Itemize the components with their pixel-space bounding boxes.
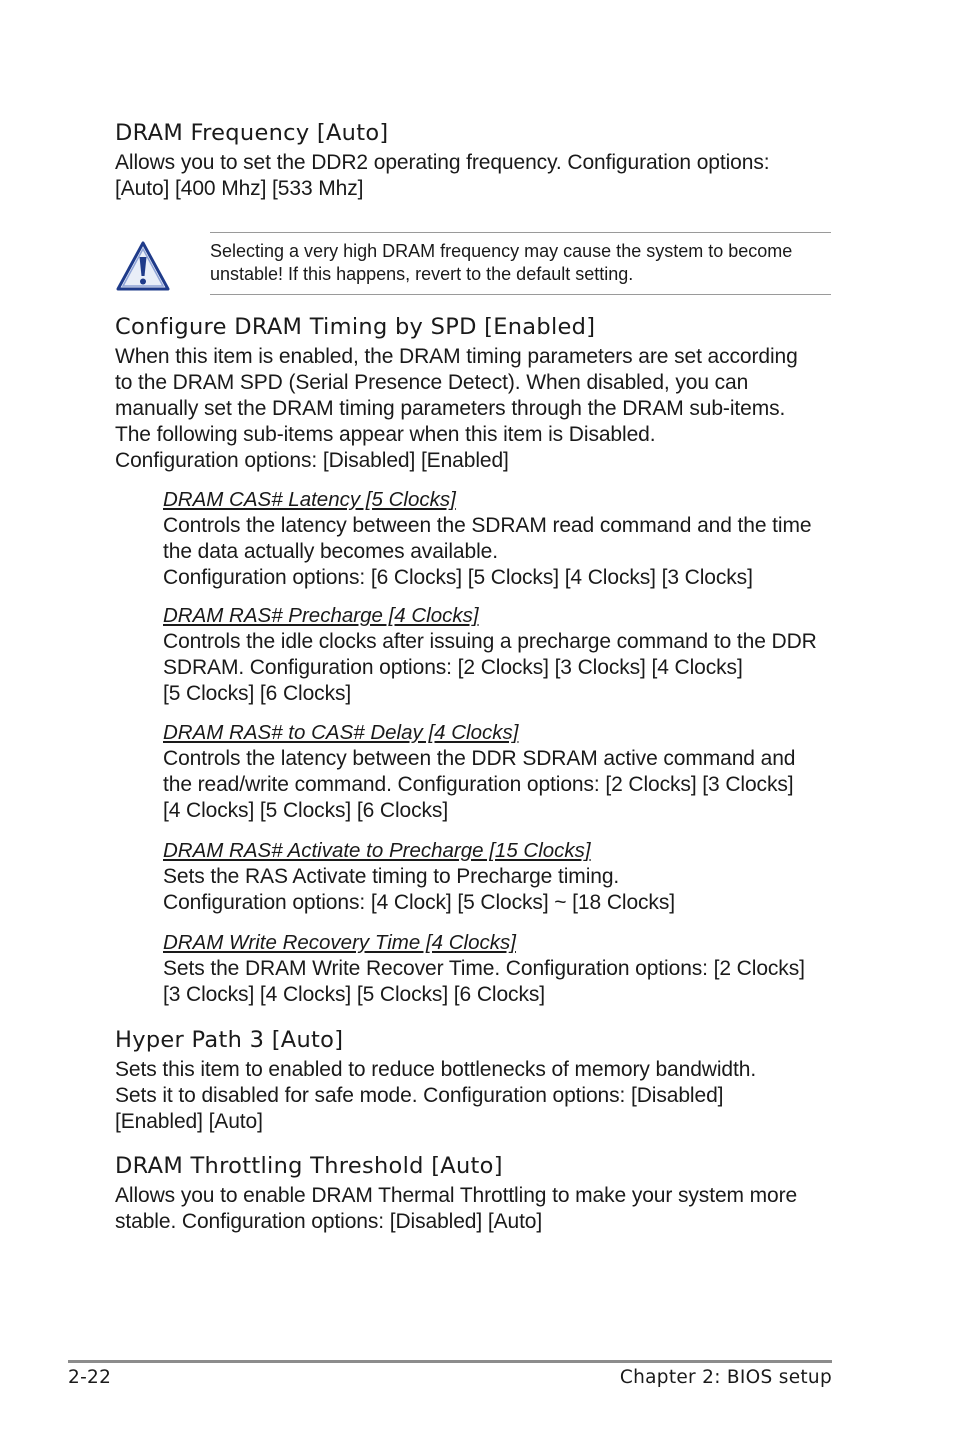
subitem-cas-latency bbox=[163, 487, 831, 591]
heading-dram-frequency: DRAM Frequency [Auto] bbox=[115, 120, 389, 146]
subitem-title: DRAM Write Recovery Time [4 Clocks] bbox=[163, 931, 516, 954]
page-number: 2-22 bbox=[68, 1367, 112, 1388]
subitem-title: DRAM RAS# to CAS# Delay [4 Clocks] bbox=[163, 721, 519, 744]
heading-dram-throttling: DRAM Throttling Threshold [Auto] bbox=[115, 1153, 503, 1179]
subitem-description: Sets the RAS Activate timing to Precharge timing. Configuration options: [4 Clock] [5 Clocks] ~ [18 Clocks] bbox=[163, 865, 675, 914]
heading-dram-timing-spd: Configure DRAM Timing by SPD [Enabled] bbox=[115, 314, 596, 340]
subitem-description: Controls the idle clocks after issuing a precharge command to the DDR SDRAM. Configuration options: [2 Clocks] [3 Clocks] [4 Clocks] [5 Clocks] [6 Clocks] bbox=[163, 630, 817, 705]
subitem-title: DRAM RAS# Precharge [4 Clocks] bbox=[163, 604, 479, 627]
subitem-description: Controls the latency between the SDRAM read command and the time the data actually becomes available. Configuration options: [6 Clocks] [5 Clocks] [4 Clocks] [3 Clocks] bbox=[163, 514, 812, 589]
para-dram-timing-spd: When this item is enabled, the DRAM timing parameters are set according to the DRAM SPD (Serial Presence Detect). When disabled, you can manually set the DRAM timing parameters through the DRAM sub-items. The following sub-items appear when this item is Disabled. Configuration options: [Disabled] [Enabled] bbox=[115, 345, 798, 472]
para-dram-frequency: Allows you to set the DDR2 operating frequency. Configuration options: [Auto] [400 Mhz] [533 Mhz] bbox=[115, 151, 770, 200]
heading-hyper-path: Hyper Path 3 [Auto] bbox=[115, 1027, 344, 1053]
subitem-ras-activate-precharge bbox=[163, 838, 831, 916]
footer-divider bbox=[68, 1360, 832, 1363]
subitem-description: Sets the DRAM Write Recover Time. Configuration options: [2 Clocks] [3 Clocks] [4 Clocks] [5 Clocks] [6 Clocks] bbox=[163, 957, 805, 1006]
para-dram-throttling: Allows you to enable DRAM Thermal Throttling to make your system more stable. Configuration options: [Disabled] [Auto] bbox=[115, 1184, 798, 1233]
warning-triangle-icon bbox=[115, 240, 171, 292]
subitem-title: DRAM RAS# Activate to Precharge [15 Clocks] bbox=[163, 839, 591, 862]
page-content bbox=[115, 116, 831, 1235]
warning-note-text: Selecting a very high DRAM frequency may cause the system to become unstable! If this happens, revert to the default setting. bbox=[210, 232, 831, 295]
subitem-ras-to-cas-delay bbox=[163, 720, 831, 824]
subitem-description: Controls the latency between the DDR SDRAM active command and the read/write command. Configuration options: [2 Clocks] [3 Clocks] [4 Clocks] [5 Clocks] [6 Clocks] bbox=[163, 747, 796, 822]
subitem-title: DRAM CAS# Latency [5 Clocks] bbox=[163, 488, 456, 511]
subitem-write-recovery bbox=[163, 930, 831, 1008]
warning-note bbox=[115, 232, 831, 298]
subitem-ras-precharge bbox=[163, 603, 831, 707]
chapter-label: Chapter 2: BIOS setup bbox=[619, 1367, 832, 1388]
para-hyper-path: Sets this item to enabled to reduce bottlenecks of memory bandwidth. Sets it to disabled for safe mode. Configuration options: [Disabled] [Enabled] [Auto] bbox=[115, 1058, 757, 1133]
